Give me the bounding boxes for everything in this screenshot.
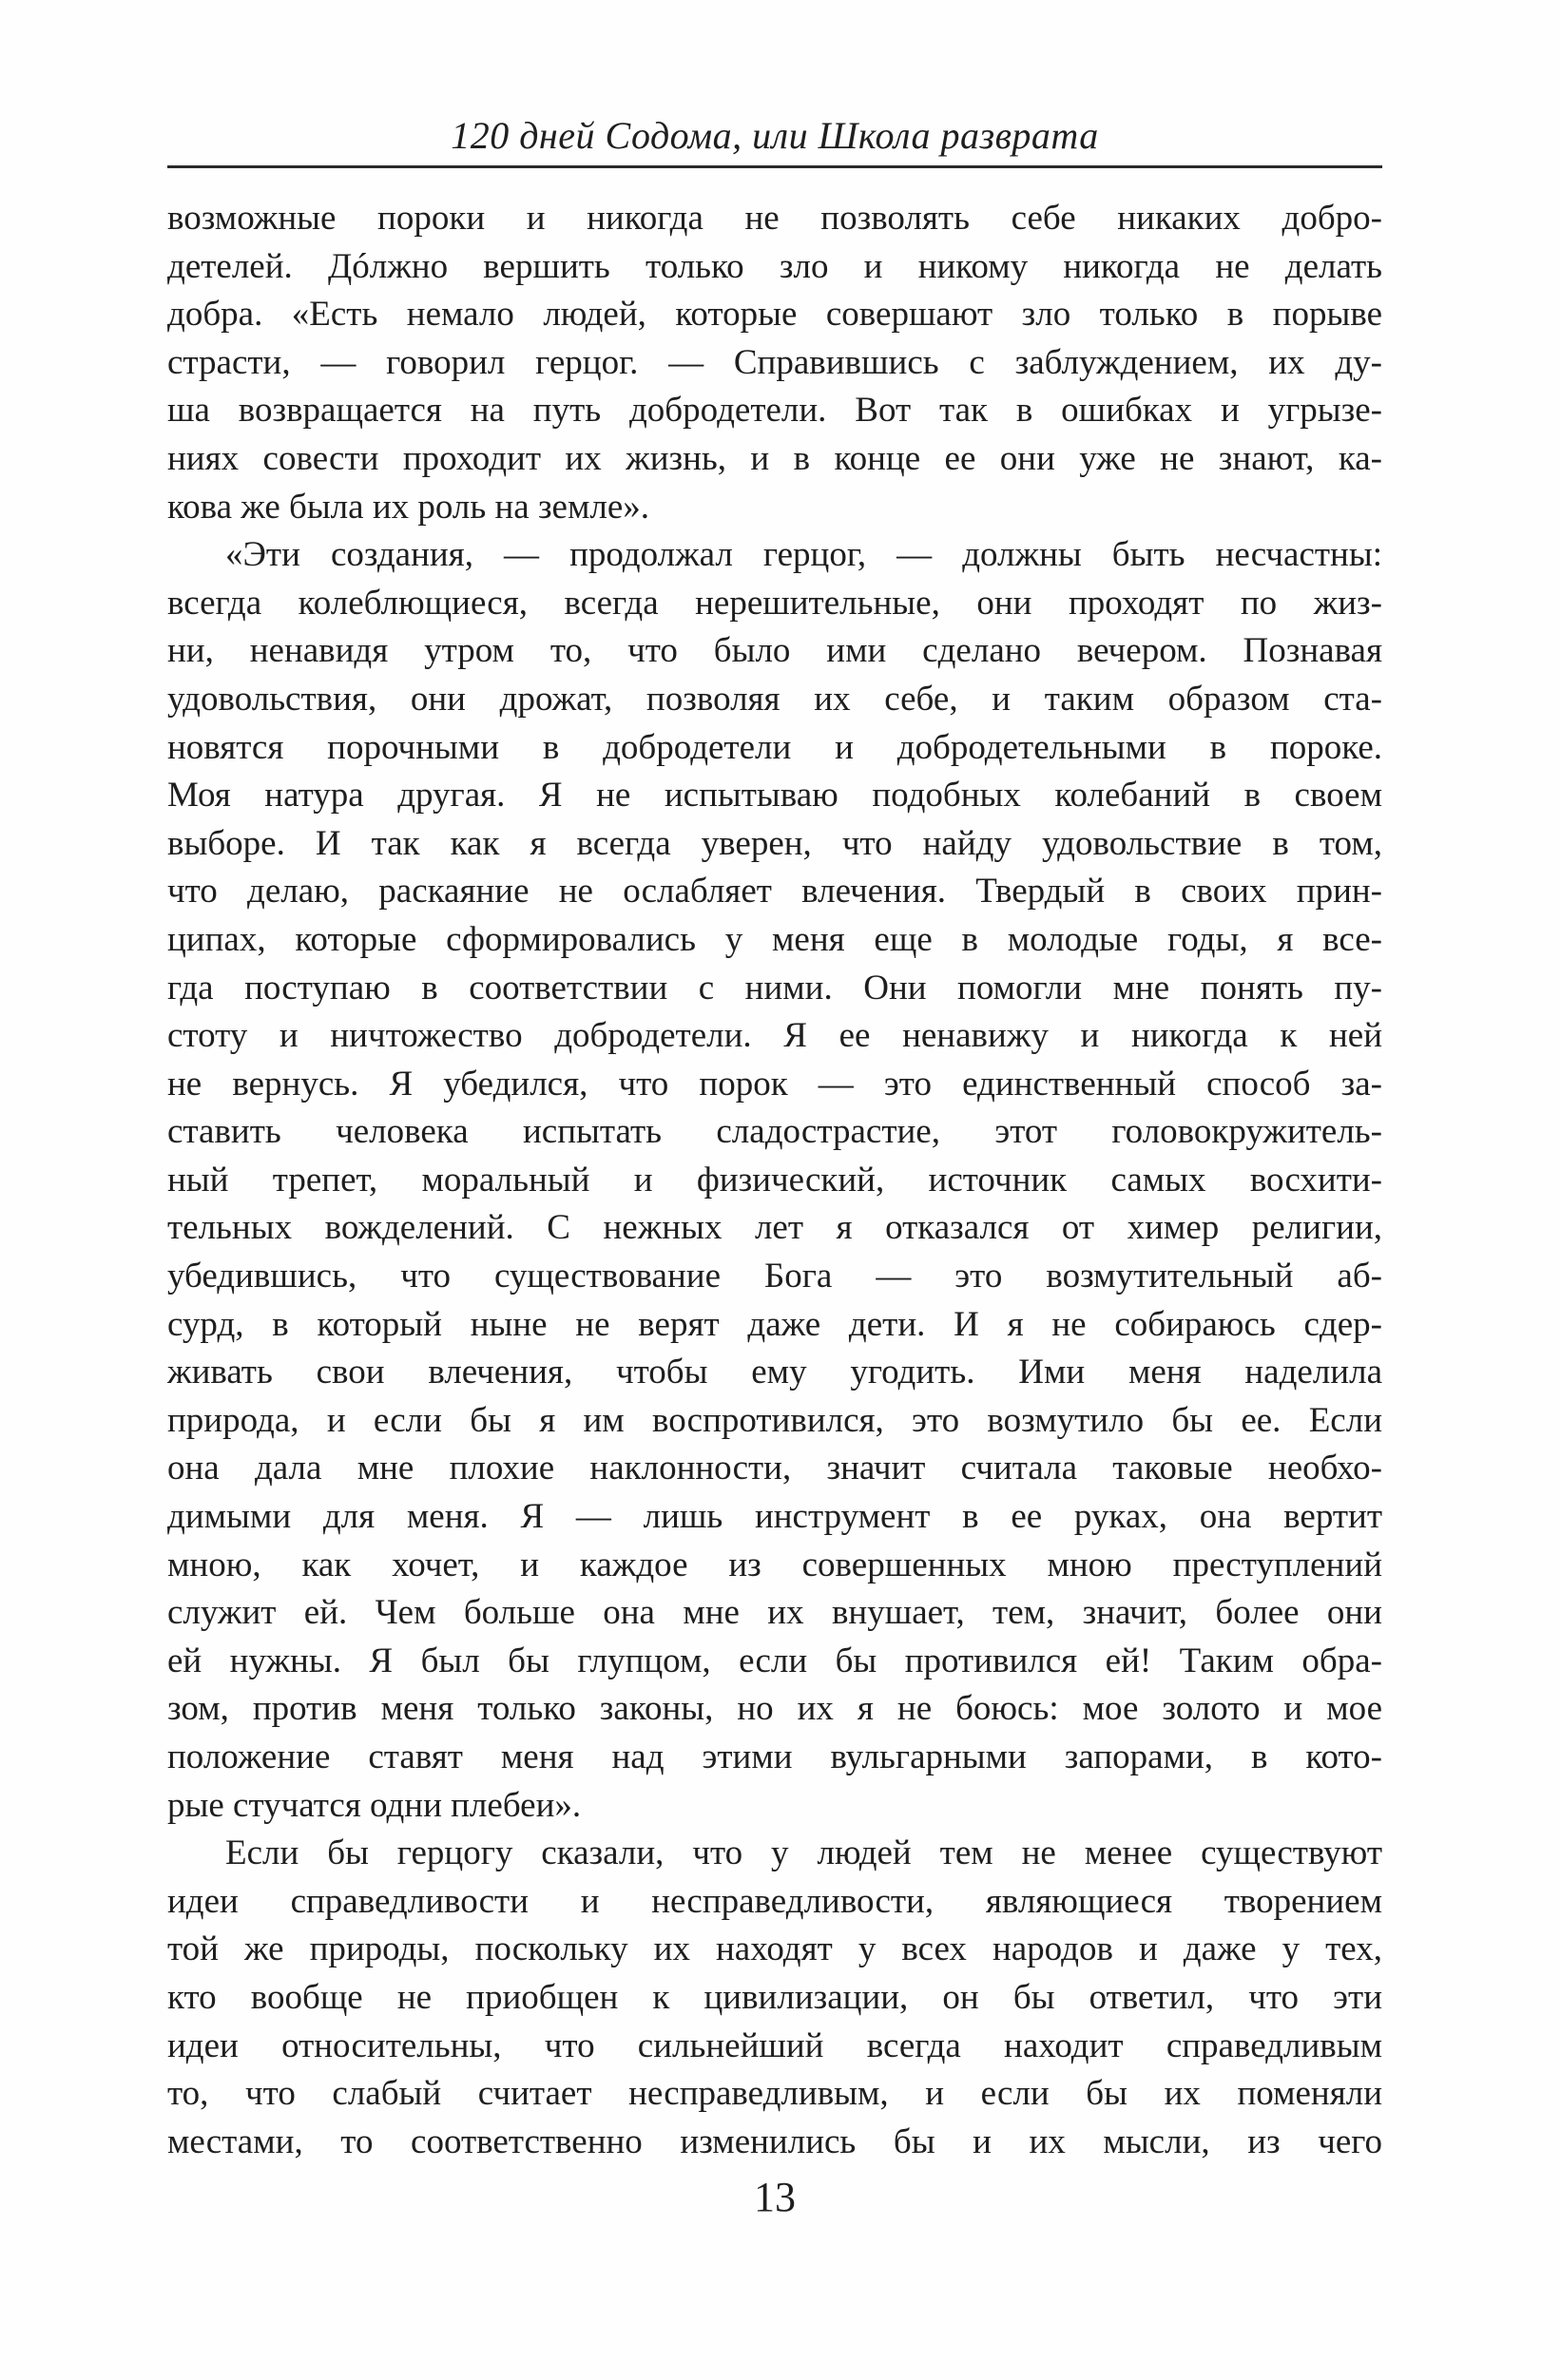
text-line: всегда колеблющиеся, всегда нерешительные, они проходят по жиз-: [167, 583, 1382, 623]
text-line: убедившись, что существование Бога — это возмутительный аб-: [167, 1257, 1382, 1296]
text-line: местами, то соответственно изменились бы и их мысли, из чего: [167, 2121, 1382, 2161]
text-line: идеи относительны, что сильнейший всегда находит справедливым: [167, 2025, 1382, 2065]
body-text: [167, 195, 1382, 2166]
text-line: то, что слабый считает несправедливым, и если бы их поменяли: [167, 2074, 1382, 2114]
text-line: мною, как хочет, и каждое из совершенных мною преступлений: [167, 1545, 1382, 1584]
text-line: гда поступаю в соответствии с ними. Они помогли мне понять пу-: [167, 968, 1382, 1008]
text-line: новятся порочными в добродетели и добродетельными в пороке.: [167, 727, 1382, 767]
text-line: ниях совести проходит их жизнь, и в конце ее они уже не знают, ка-: [167, 438, 1382, 478]
text-line: удовольствия, они дрожат, позволяя их себе, и таким образом ста-: [167, 679, 1382, 719]
text-line: кова же была их роль на земле».: [167, 487, 650, 527]
text-line: она дала мне плохие наклонности, значит считала таковые необхо-: [167, 1449, 1382, 1488]
text-line: сурд, в который ныне не верят даже дети. И я не собираюсь сдер-: [167, 1304, 1382, 1344]
text-line: живать свои влечения, чтобы ему угодить. Ими меня наделила: [167, 1353, 1382, 1392]
text-line: ципах, которые сформировались у меня еще в молодые годы, я все-: [167, 919, 1382, 959]
text-line: стоту и ничтожество добродетели. Я ее ненавижу и никогда к ней: [167, 1016, 1382, 1056]
text-line: не вернусь. Я убедился, что порок — это единственный способ за-: [167, 1064, 1382, 1104]
text-line: детелей. Дóлжно вершить только зло и никому никогда не делать: [167, 246, 1382, 286]
text-line: ни, ненавидя утром то, что было ими сделано вечером. Познавая: [167, 631, 1382, 671]
text-line: ей нужны. Я был бы глупцом, если бы противился ей! Таким обра-: [167, 1641, 1382, 1680]
text-line: идеи справедливости и несправедливости, являющиеся творением: [167, 1881, 1382, 1921]
text-line: Если бы герцогу сказали, что у людей тем не менее существуют: [225, 1833, 1382, 1873]
text-line: выборе. И так как я всегда уверен, что найду удовольствие в том,: [167, 823, 1382, 863]
text-line: рые стучатся одни плебеи».: [167, 1785, 582, 1825]
text-line: ный трепет, моральный и физический, источник самых восхити-: [167, 1160, 1382, 1200]
text-line: добра. «Есть немало людей, которые совершают зло только в порыве: [167, 295, 1382, 335]
text-line: той же природы, поскольку их находят у всех народов и даже у тех,: [167, 1929, 1382, 1969]
running-head: 120 дней Содома, или Школа разврата: [451, 114, 1099, 157]
text-line: что делаю, раскаяние не ослабляет влечения. Твердый в своих прин-: [167, 872, 1382, 912]
text-line: кто вообще не приобщен к цивилизации, он бы ответил, что эти: [167, 1977, 1382, 2017]
text-line: ставить человека испытать сладострастие, этот головокружитель-: [167, 1112, 1382, 1152]
text-line: страсти, — говорил герцог. — Справившись с заблуждением, их ду-: [167, 342, 1382, 382]
text-line: служит ей. Чем больше она мне их внушает, тем, значит, более они: [167, 1593, 1382, 1633]
text-line: зом, против меня только законы, но их я не боюсь: мое золото и мое: [167, 1689, 1382, 1729]
text-line: Моя натура другая. Я не испытываю подобных колебаний в своем: [167, 776, 1382, 816]
text-line: возможные пороки и никогда не позволять себе никаких добро-: [167, 199, 1382, 238]
text-line: природа, и если бы я им воспротивился, это возмутило бы ее. Если: [167, 1400, 1382, 1440]
text-line: ша возвращается на путь добродетели. Вот так в ошибках и угрызе-: [167, 391, 1382, 431]
text-line: «Эти создания, — продолжал герцог, — должны быть несчастны:: [225, 535, 1382, 575]
header-rule: [167, 165, 1382, 168]
text-line: тельных вожделений. С нежных лет я отказался от химер религии,: [167, 1208, 1382, 1248]
page-number: 13: [754, 2174, 796, 2220]
text-line: димыми для меня. Я — лишь инструмент в ее руках, она вертит: [167, 1497, 1382, 1537]
text-line: положение ставят меня над этими вульгарными запорами, в кото-: [167, 1737, 1382, 1776]
